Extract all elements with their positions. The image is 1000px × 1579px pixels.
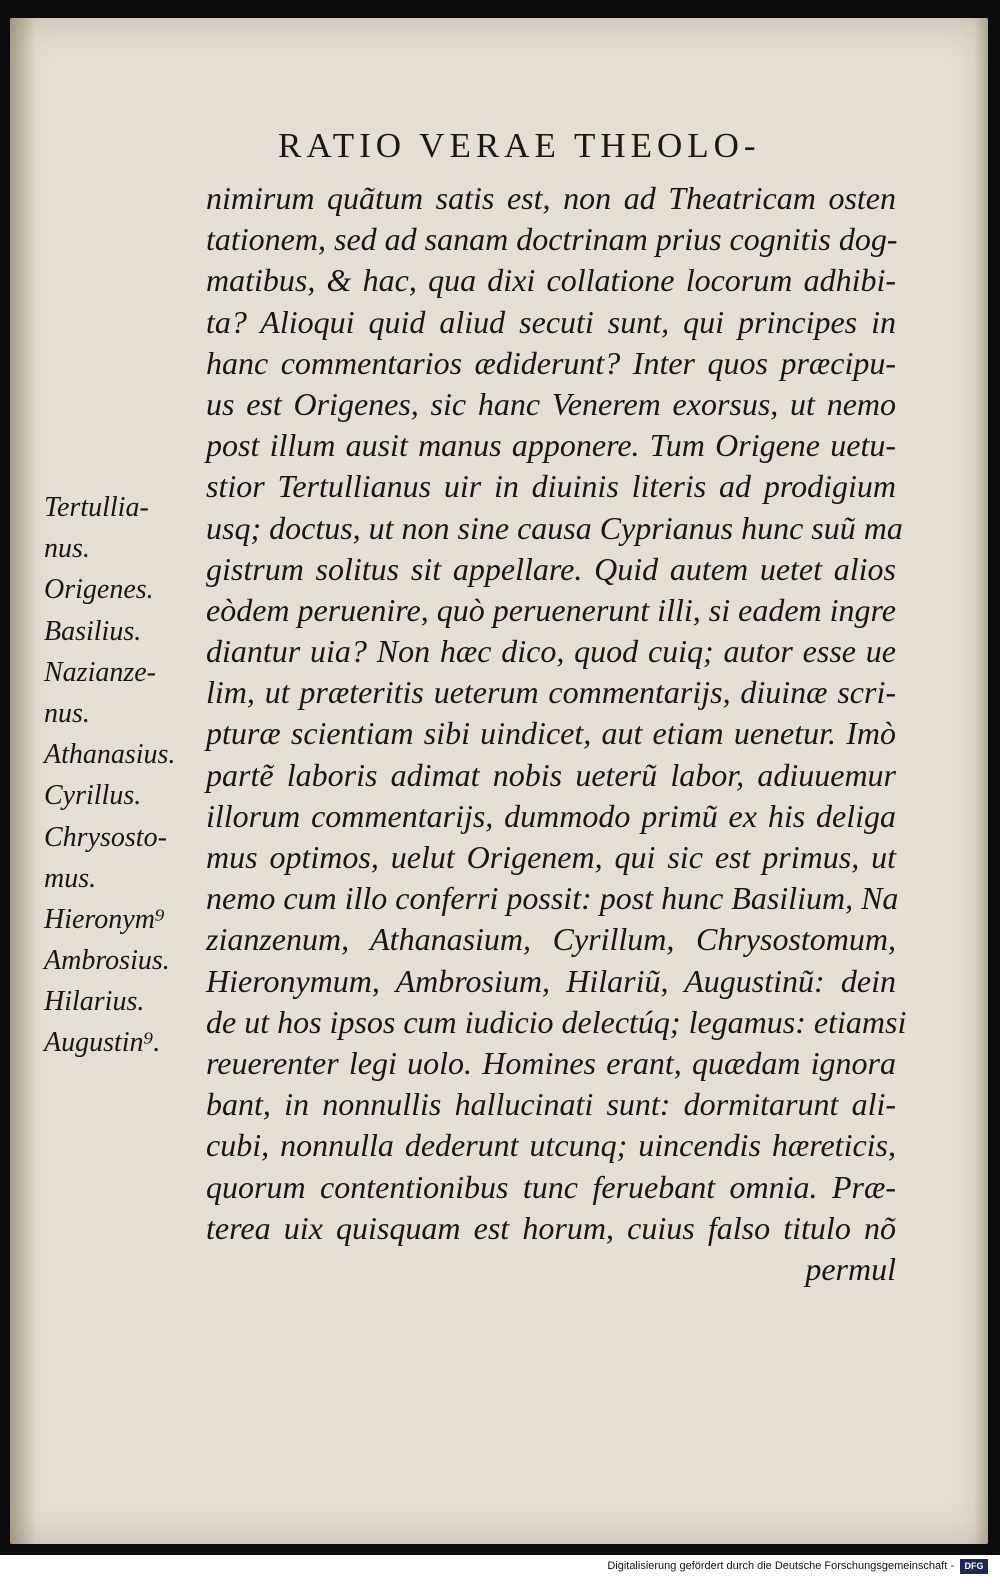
text-line: post illum ausit manus apponere. Tum Origene uetu-: [206, 427, 896, 464]
dfg-logo-icon: DFG: [960, 1559, 988, 1574]
margin-note: Hilarius.: [44, 986, 145, 1018]
text-line: lim, ut præteritis ueterum commentarijs, diuinæ scri-: [206, 674, 896, 711]
text-line: reuerenter legi uolo. Homines erant, quædam ignora: [206, 1044, 896, 1081]
running-head: RATIO VERAE THEOLO-: [278, 126, 761, 165]
text-line: matibus, & hac, qua dixi collatione locorum adhibi-: [206, 262, 896, 299]
margin-note: Cyrillus.: [44, 780, 142, 812]
text-line: de ut hos ipsos cum iudicio delectúq; legamus: etiamsi: [206, 1003, 907, 1040]
text-line: Hieronymum, Ambrosium, Hilariũ, Augustinũ: dein: [206, 962, 896, 999]
text-line: hanc commentarios ædiderunt? Inter quos præcipu-: [206, 344, 896, 381]
text-line: eòdem peruenire, quò peruenerunt illi, si eadem ingre: [206, 591, 896, 628]
text-line: us est Origenes, sic hanc Venerem exorsus, ut nemo: [206, 385, 896, 422]
text-line: usq; doctus, ut non sine causa Cyprianus hunc suũ ma: [206, 509, 903, 546]
text-line: terea uix quisquam est horum, cuius falso titulo nõ: [206, 1209, 896, 1246]
margin-note: mus.: [44, 862, 97, 894]
margin-note: Nazianze-: [44, 656, 156, 688]
text-line: mus optimos, uelut Origenem, qui sic est primus, ut: [206, 839, 896, 875]
marginal-notes: [44, 487, 214, 1064]
margin-note: Chrysosto-: [44, 821, 167, 853]
text-line: cubi, nonnulla dederunt utcunq; uincendis hæreticis,: [206, 1127, 896, 1164]
margin-note: Hieronym⁹: [44, 903, 165, 935]
main-text-block: [206, 178, 907, 1290]
footer-bar: [0, 1555, 1000, 1579]
margin-note: Basilius.: [44, 615, 142, 647]
margin-note: Origenes.: [44, 574, 154, 606]
text-line: nemo cum illo conferri possit: post hunc Basilium, Na: [206, 880, 899, 917]
text-line: bant, in nonnullis hallucinati sunt: dormitarunt ali-: [206, 1086, 896, 1123]
text-line: nimirum quãtum satis est, non ad Theatricam osten: [206, 180, 896, 216]
text-line: stior Tertullianus uir in diuinis literis ad prodigium: [206, 468, 896, 505]
text-line: partẽ laboris adimat nobis ueterũ labor, adiuuemur: [206, 756, 896, 793]
text-line: pturæ scientiam sibi uindicet, aut etiam uenetur. Imò: [206, 715, 896, 752]
funding-notice: Digitalisierung gefördert durch die Deutsche Forschungsgemeinschaft -: [607, 1560, 954, 1572]
catchword: permul: [805, 1250, 896, 1287]
text-line: tationem, sed ad sanam doctrinam prius cognitis dog-: [206, 221, 898, 258]
margin-note: nus.: [44, 533, 90, 565]
margin-note: Augustin⁹.: [44, 1027, 161, 1059]
margin-note: Tertullia-: [44, 492, 149, 523]
book-page: [10, 18, 988, 1544]
text-line: zianzenum, Athanasium, Cyrillum, Chrysostomum,: [206, 921, 896, 958]
margin-note: nus.: [44, 697, 90, 729]
margin-note: Ambrosius.: [44, 945, 170, 977]
text-line: quorum contentionibus tunc feruebant omnia. Præ-: [206, 1168, 896, 1205]
text-line: diantur uia? Non hæc dico, quod cuiq; autor esse ue: [206, 633, 896, 670]
text-line: illorum commentarijs, dummodo primũ ex his deliga: [206, 797, 896, 834]
margin-note: Athanasius.: [44, 739, 176, 771]
text-line: gistrum solitus sit appellare. Quid autem uetet alios: [206, 550, 896, 587]
text-line: ta? Alioqui quid aliud secuti sunt, qui principes in: [206, 303, 896, 340]
